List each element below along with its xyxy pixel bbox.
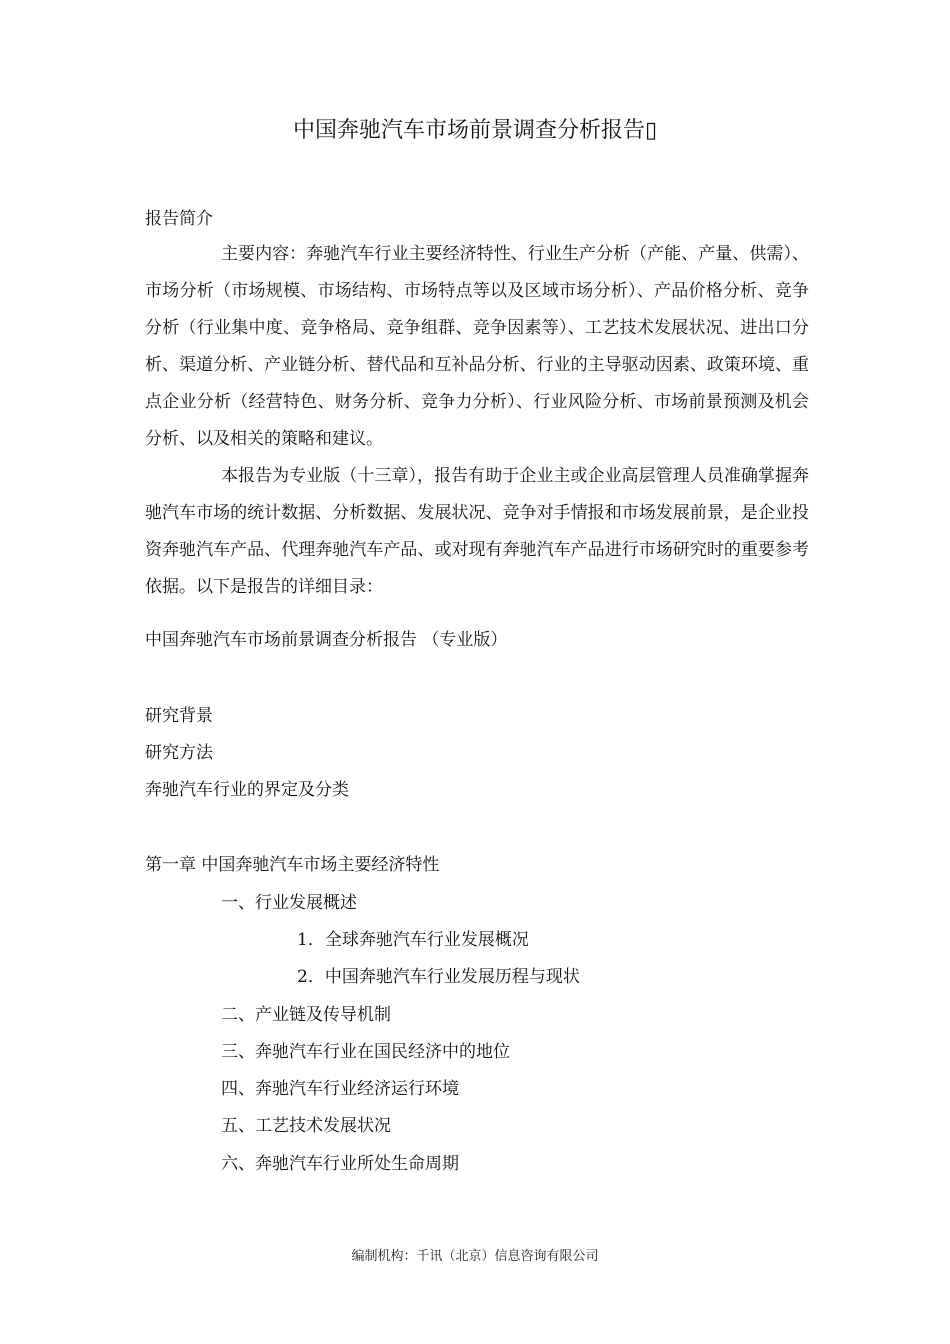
chapter-1-heading: 第一章 中国奔驰汽车市场主要经济特性 (145, 855, 440, 875)
preface-item-definition: 奔驰汽车行业的界定及分类 (145, 780, 349, 800)
chapter-1-subsection-1: 1．全球奔驰汽车行业发展概况 (297, 930, 529, 950)
intro-paragraph-purpose: 本报告为专业版（十三章），报告有助于企业主或企业高层管理人员准确掌握奔驰汽车市场的统计数据、分析数据、发展状况、竞争对手情报和市场发展前景，是企业投资奔驰汽车产品、代理奔驰汽车产品、或对现有奔驰汽车产品进行市场研究时的重要参考依据。以下是报告的详细目录： (145, 466, 809, 597)
preface-item-background: 研究背景 (145, 706, 213, 726)
chapter-1-section-4: 四、奔驰汽车行业经济运行环境 (221, 1079, 459, 1099)
preface-item-method: 研究方法 (145, 743, 213, 763)
title-missing-glyph: ▯ (644, 118, 658, 143)
chapter-1-subsection-2: 2．中国奔驰汽车行业发展历程与现状 (297, 967, 580, 987)
chapter-1-section-3: 三、奔驰汽车行业在国民经济中的地位 (221, 1042, 510, 1062)
report-name: 中国奔驰汽车市场前景调查分析报告 （专业版） (145, 630, 508, 650)
chapter-1-section-1: 一、行业发展概述 (221, 893, 357, 913)
chapter-1-section-6: 六、奔驰汽车行业所处生命周期 (221, 1154, 459, 1174)
chapter-1-section-2: 二、产业链及传导机制 (221, 1005, 391, 1025)
intro-paragraph-content: 主要内容：奔驰汽车行业主要经济特性、行业生产分析（产能、产量、供需）、市场分析（市场规模、市场结构、市场特点等以及区域市场分析）、产品价格分析、竞争分析（行业集中度、竞争格局、竞争组群、竞争因素等）、工艺技术发展状况、进出口分析、渠道分析、产业链分析、替代品和互补品分析、行业的主导驱动因素、政策环境、重点企业分析（经营特色、财务分析、竞争力分析）、行业风险分析、市场前景预测及机会分析、以及相关的策略和建议。 (145, 244, 809, 449)
intro-heading: 报告简介 (145, 209, 213, 229)
title-text: 中国奔驰汽车市场前景调查分析报告 (292, 118, 645, 143)
document-title (0, 116, 950, 146)
chapter-1-section-5: 五、工艺技术发展状况 (221, 1116, 391, 1136)
page-footer: 编制机构：千讯（北京）信息咨询有限公司 (351, 1249, 599, 1264)
